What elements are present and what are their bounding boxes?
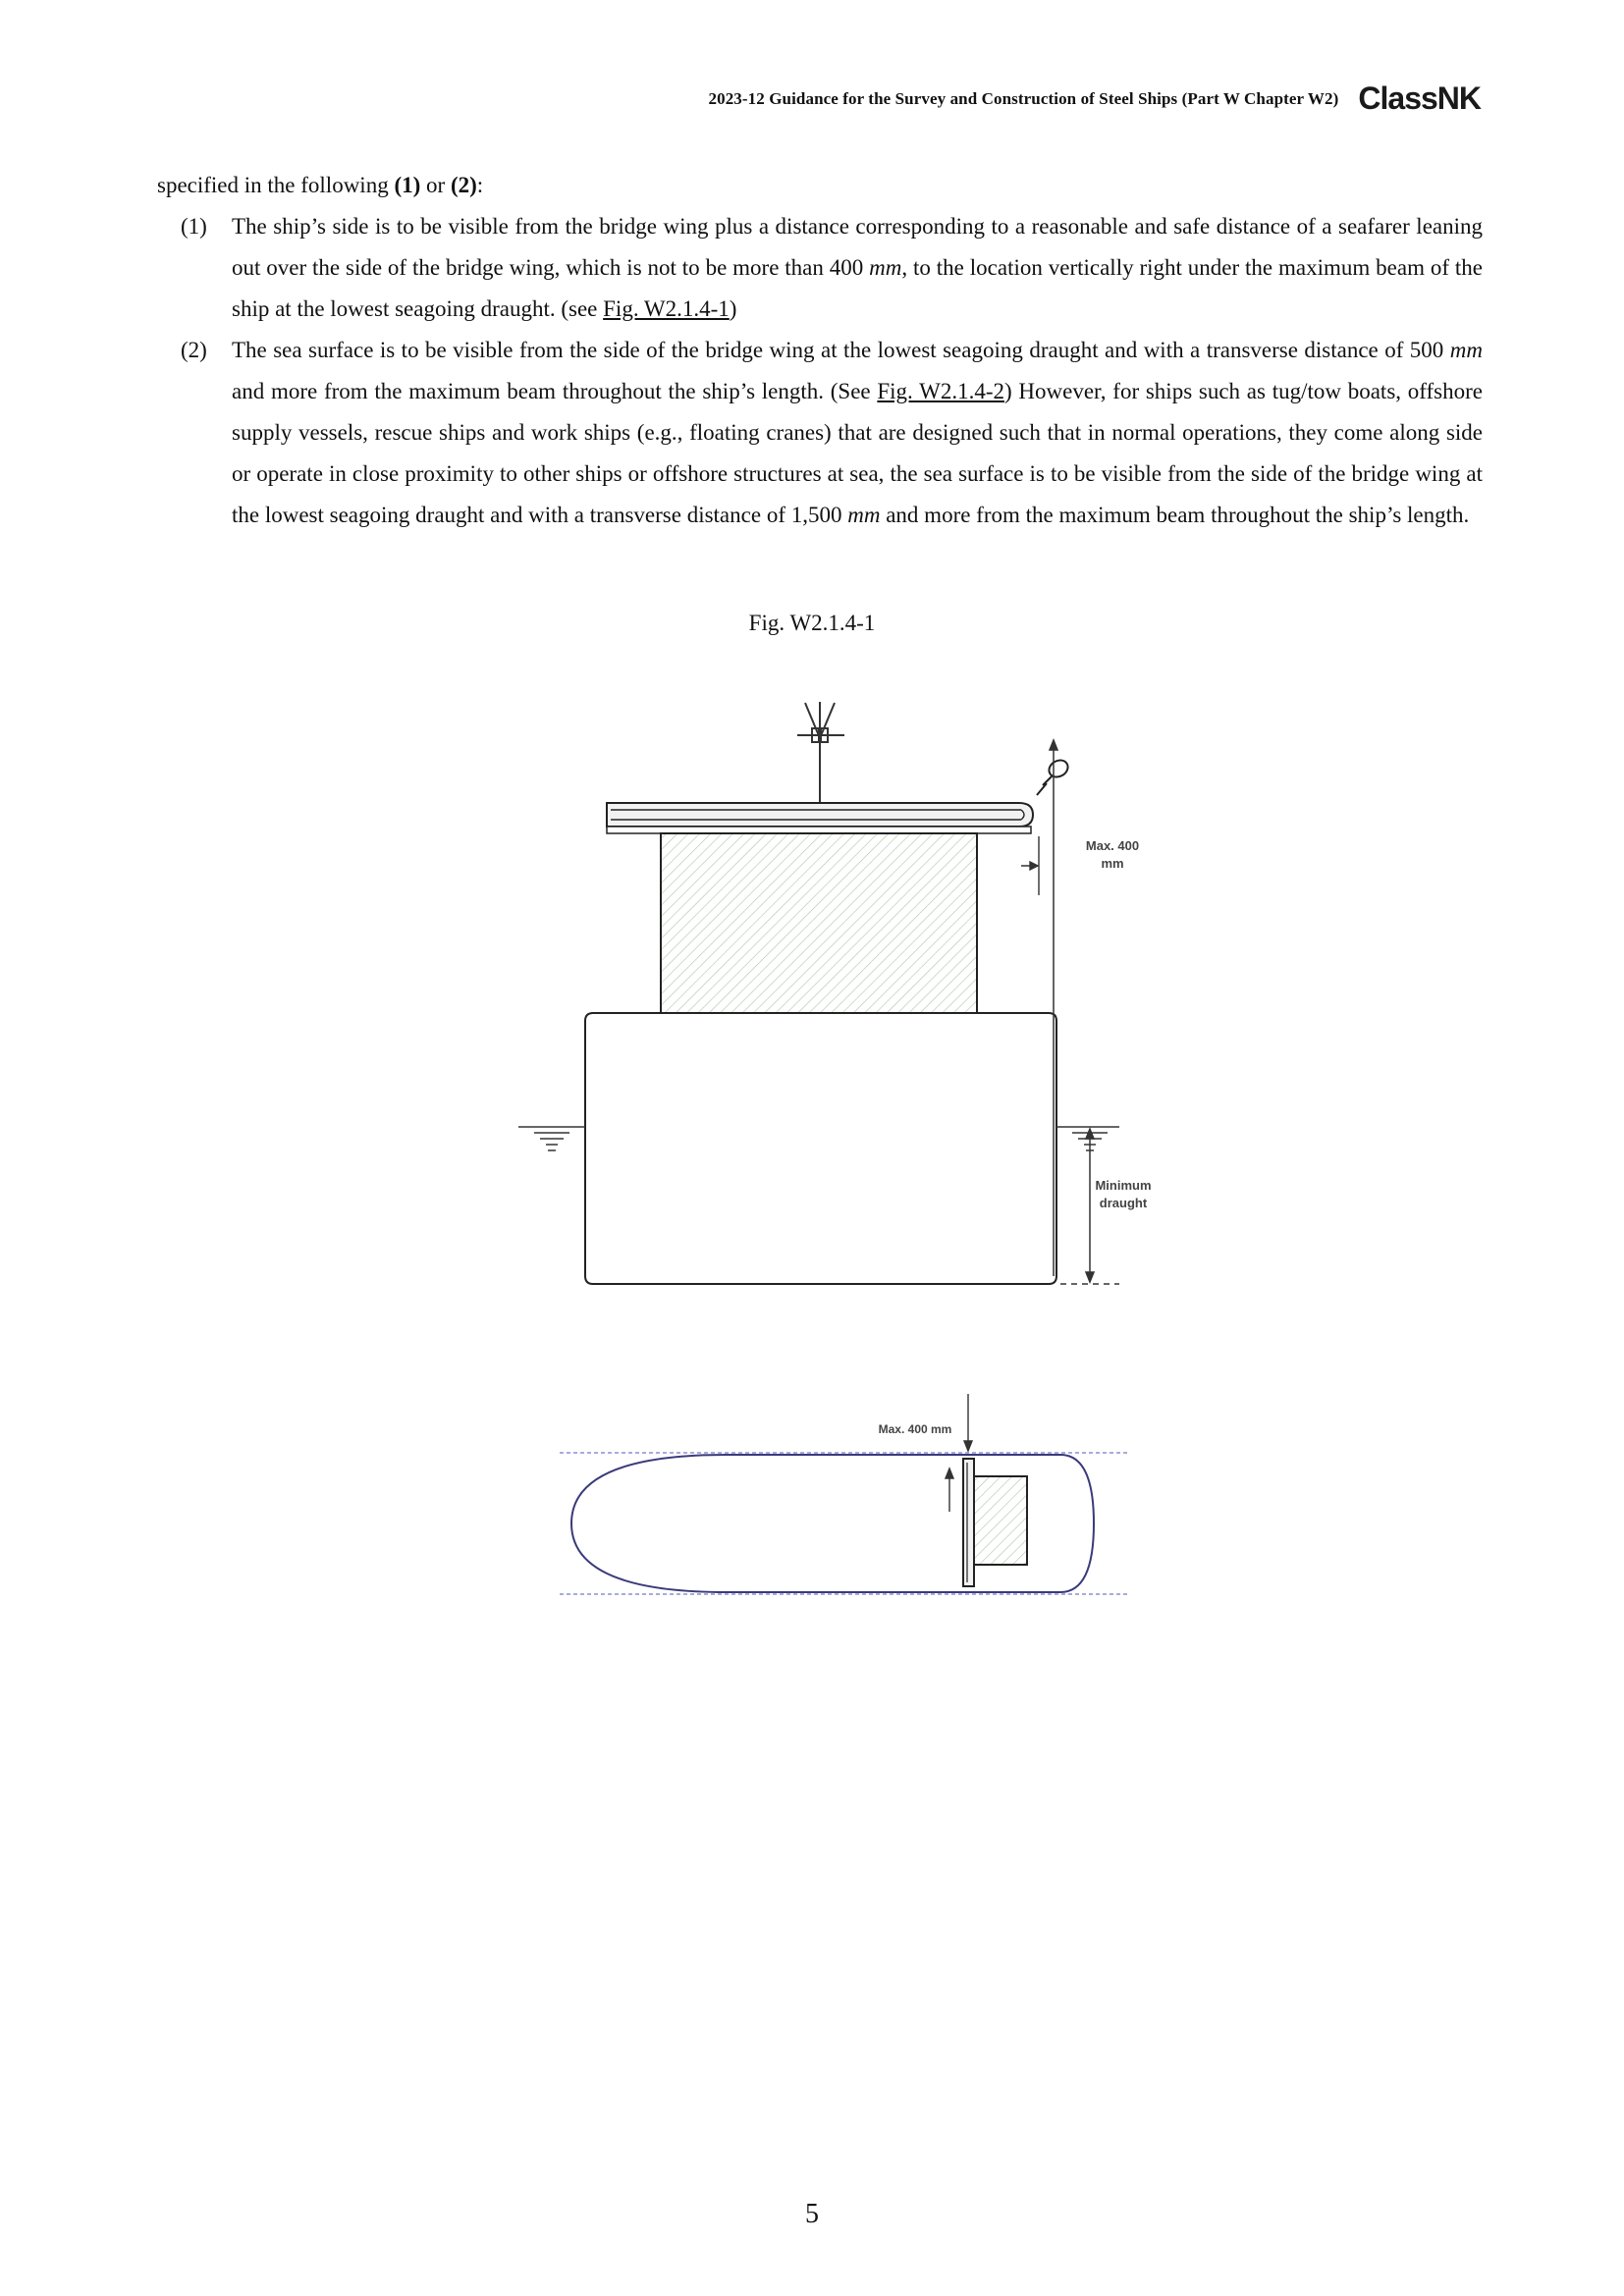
item-number: (2) (181, 338, 207, 362)
bridge-wing (607, 803, 1033, 833)
plan-bridge-wing (963, 1459, 974, 1586)
max-400-dimension (1021, 836, 1039, 895)
header-title: 2023-12 Guidance for the Survey and Construction of Steel Ships (Part W Chapter W2) (708, 88, 1339, 108)
page-number: 5 (805, 2199, 819, 2229)
waterline-left (518, 1127, 585, 1150)
hull (585, 1013, 1056, 1284)
minimum-draught-label-2: draught (1099, 1196, 1148, 1210)
max-400-unit-label: mm (1101, 856, 1124, 871)
intro-paragraph: specified in the following (1) or (2): (157, 173, 484, 197)
wheelhouse (661, 833, 977, 1013)
item-number: (1) (181, 214, 207, 239)
max-400-label: Max. 400 (1085, 838, 1140, 853)
minimum-draught-label: Minimum (1095, 1178, 1152, 1193)
list-item-1: (1) The ship’s side is to be visible from the bridge wing plus a distance corresponding to a reasonable and safe distance of a seafarer leaning out over the side of the bridge wing, which is not to be more than 400 mm, to the location vertically right under the maximum beam of the ship at the lowest seagoing draught. (see Fig. W2.1.4-1) (157, 206, 1483, 330)
elevation-view (518, 702, 1152, 1284)
plan-view (560, 1394, 1129, 1594)
plan-wheelhouse (974, 1476, 1027, 1565)
classnk-logo: ClassNK (1358, 80, 1481, 116)
figure-caption: Fig. W2.1.4-1 (748, 611, 876, 635)
plan-max-400-label: Max. 400 mm (878, 1422, 952, 1436)
figure-reference-link[interactable]: Fig. W2.1.4-2 (877, 379, 1005, 403)
list-item-2: (2) The sea surface is to be visible from the side of the bridge wing at the lowest seagoing draught and with a transverse distance of 500 mm and more from the maximum beam throughout the ship’s length. (See Fig. W2.1.4-2) However, for ships such as tug/tow boats, offshore supply vessels, rescue ships and work ships (e.g., floating cranes) that are designed such that in normal operations, they come along side or operate in close proximity to other ships or offshore structures at sea, the sea surface is to be visible from the side of the bridge wing at the lowest seagoing draught and with a transverse distance of 1,500 mm and more from the maximum beam throughout the ship’s length. (157, 330, 1483, 536)
mast-icon (797, 702, 844, 803)
figure-reference-link[interactable]: Fig. W2.1.4-1 (603, 296, 730, 321)
